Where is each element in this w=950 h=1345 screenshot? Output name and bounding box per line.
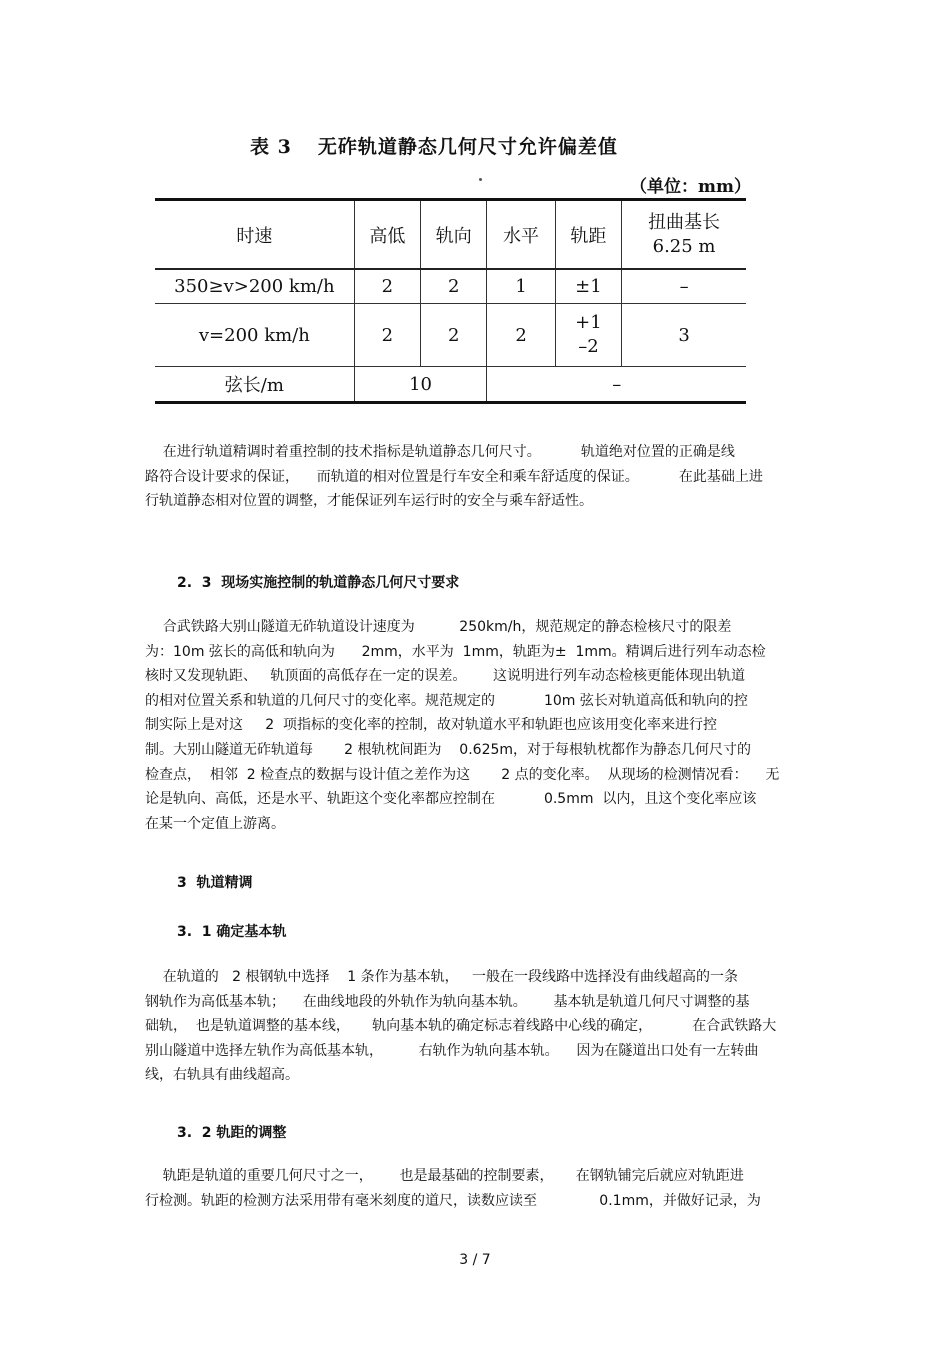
- header-level: 水平: [487, 200, 555, 270]
- cell-twist: 3: [622, 304, 746, 367]
- cell-chord-label: 弦长/m: [224, 375, 284, 396]
- text-line: 钢轨作为高低基本轨； 在曲线地段的外轨作为轨向基本轨。 基本轨是轨道几何尺寸调整的基: [145, 993, 750, 1010]
- cell-speed: 350≥v>200 km/h: [155, 269, 354, 304]
- table-row: [155, 269, 746, 304]
- header-twist-line1: 扭曲基长: [648, 211, 721, 233]
- cell-level: 1: [487, 269, 555, 304]
- table-row: [155, 367, 746, 403]
- header-gauge: 轨距: [555, 200, 621, 270]
- cell-gauge-upper: +1: [575, 312, 602, 333]
- text-line: 在进行轨道精调时着重控制的技术指标是轨道静态几何尺寸。 轨道绝对位置的正确是线: [145, 444, 735, 460]
- text-line: 在轨道的 2 根钢轨中选择 1 条作为基本轨， 一般在一段线路中选择没有曲线超高的一条: [145, 969, 739, 985]
- paragraph-base-rail: [145, 965, 815, 1088]
- table-header-row: [155, 200, 746, 270]
- cell-level: 2: [487, 304, 555, 367]
- cell-alignment: 2: [421, 304, 487, 367]
- cell-gauge: [555, 304, 621, 367]
- table-unit: （单位：mm）: [630, 177, 751, 197]
- cell-twist: –: [622, 269, 746, 304]
- scan-dot: [479, 178, 482, 181]
- text-line: 论是轨向、高低，还是水平、轨距这个变化率都应控制在 0.5mm 以内，且这个变化率应该: [145, 791, 757, 808]
- section-heading-3-1: 3. 1 确定基本轨: [177, 924, 287, 940]
- section-heading-3-2: 3. 2 轨距的调整: [177, 1125, 287, 1141]
- text-line: 检查点， 相邻 2 检查点的数据与设计值之差作为这 2 点的变化率。 从现场的检测情况看： 无: [145, 766, 780, 783]
- text-line: 制实际上是对这 2 项指标的变化率的控制，故对轨道水平和轨距也应该用变化率来进行控: [145, 717, 718, 734]
- cell-gauge-lower: –2: [578, 336, 599, 357]
- text-line: 行轨道静态相对位置的调整，才能保证列车运行时的安全与乘车舒适性。: [145, 493, 593, 510]
- text-line: 行检测。轨距的检测方法采用带有毫米刻度的道尺，读数应读至 0.1mm，并做好记录，为: [145, 1192, 761, 1209]
- section-heading-3: 3 轨道精调: [177, 875, 253, 891]
- cell-chord-value: 10: [354, 367, 487, 403]
- cell-height: 2: [354, 269, 420, 304]
- tolerance-table: [155, 198, 746, 404]
- cell-alignment: 2: [421, 269, 487, 304]
- text-line: 路符合设计要求的保证， 而轨道的相对位置是行车安全和乘车舒适度的保证。 在此基础上进: [145, 468, 763, 485]
- text-line: 线，右轨具有曲线超高。: [145, 1067, 299, 1084]
- text-line: 在某一个定值上游离。: [145, 815, 285, 832]
- text-line: 合武铁路大别山隧道无砟轨道设计速度为 250km/h，规范规定的静态检核尺寸的限差: [145, 619, 732, 635]
- paragraph-gauge: [145, 1164, 815, 1213]
- page-number: 3 / 7: [459, 1252, 491, 1268]
- table-row: [155, 304, 746, 367]
- header-twist: [622, 200, 746, 270]
- text-line: 制。大别山隧道无砟轨道每 2 根轨枕间距为 0.625m，对于每根轨枕都作为静态几何尺寸的: [145, 741, 752, 758]
- text-line: 为：10m 弦长的高低和轨向为 2mm，水平为 1mm，轨距为± 1mm。精调后进行列车动态检: [145, 643, 766, 660]
- table-title-number: 表 3: [250, 136, 292, 158]
- table-title-text: 无砟轨道静态几何尺寸允许偏差值: [317, 136, 618, 158]
- header-height: 高低: [354, 200, 420, 270]
- text-line: 核时又发现轨距、 轨顶面的高低存在一定的误差。 这说明进行列车动态检核更能体现出轨道: [145, 668, 746, 685]
- text-line: 础轨， 也是轨道调整的基本线， 轨向基本轨的确定标志着线路中心线的确定， 在合武铁路大: [145, 1018, 777, 1035]
- text-line: 的相对位置关系和轨道的几何尺寸的变化率。规范规定的 10m 弦长对轨道高低和轨向的控: [145, 692, 748, 709]
- header-speed: 时速: [155, 200, 354, 270]
- text-line: 别山隧道中选择左轨作为高低基本轨， 右轨作为轨向基本轨。 因为在隧道出口处有一左转曲: [145, 1042, 759, 1059]
- cell-speed: v=200 km/h: [155, 304, 354, 367]
- cell-chord-rest: –: [487, 367, 746, 403]
- header-alignment: 轨向: [421, 200, 487, 270]
- cell-height: 2: [354, 304, 420, 367]
- paragraph-requirements: [145, 615, 815, 836]
- paragraph-intro: [145, 440, 815, 514]
- header-twist-line2: 6.25 m: [652, 235, 716, 257]
- cell-gauge: ±1: [555, 269, 621, 304]
- table-title: [250, 132, 710, 159]
- section-heading-2-3: 2. 3 现场实施控制的轨道静态几何尺寸要求: [177, 575, 460, 591]
- text-line: 轨距是轨道的重要几何尺寸之一， 也是最基础的控制要素， 在钢轨铺完后就应对轨距进: [145, 1168, 744, 1184]
